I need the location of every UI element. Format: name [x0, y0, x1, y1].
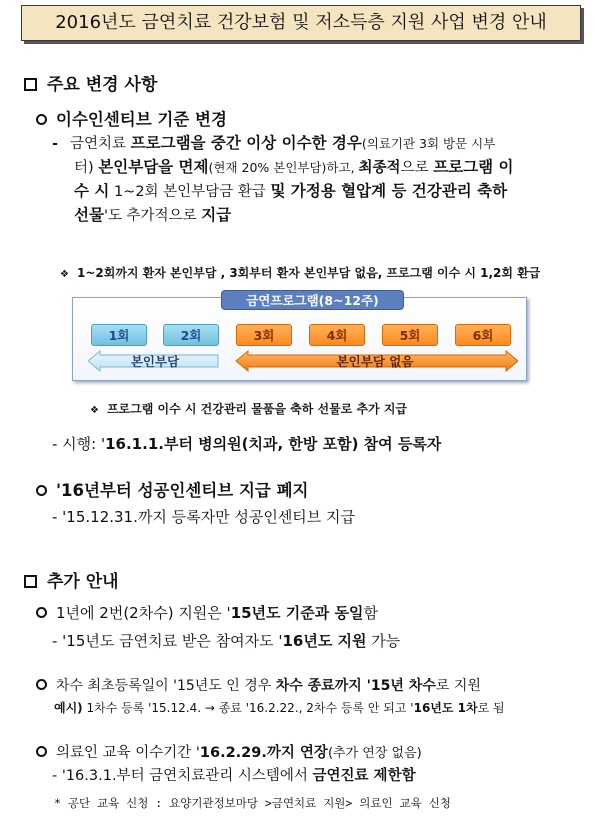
- diamond-bullet-icon: ❖: [90, 405, 99, 416]
- text: 1~2회 본인부담금 환급: [109, 184, 271, 200]
- step-2: 2회: [163, 324, 219, 346]
- text: 차수 최초등록일이 '15년도 인 경우: [56, 678, 276, 694]
- text-bold: 금연진료 제한함: [312, 768, 416, 784]
- education-dash: [52, 764, 416, 785]
- text-bold: 및 가정용 혈압계 등 건강관리 축하: [270, 182, 508, 200]
- text: 1년에 2번(2차수) 지원은 ': [56, 604, 231, 622]
- section-heading-label: 추가 안내: [47, 572, 119, 592]
- text-bold: 예시): [54, 701, 83, 715]
- step-1: 1회: [91, 324, 147, 346]
- text-small: (현재 20% 본인부담)하고,: [208, 160, 359, 175]
- circle-bullet-icon: [36, 679, 47, 690]
- example-line: [54, 699, 505, 716]
- no-copay-label: 본인부담 없음: [336, 354, 414, 369]
- text-bold: 선물: [74, 206, 104, 224]
- copay-label: 본인부담: [130, 354, 180, 369]
- checkbox-square-icon: [24, 575, 37, 588]
- text: 로 됨: [477, 701, 505, 715]
- success-incentive-dash: - '15.12.31.까지 등록자만 성공인센티브 지급: [52, 508, 356, 526]
- text: '도 추가적으로: [103, 208, 202, 224]
- bullet-success-incentive-abolished: [36, 477, 308, 501]
- text-bold: 16년도 1차: [413, 701, 478, 715]
- text: - '15년도 금연치료 받은 참여자도 ': [52, 632, 283, 650]
- step-5: 5회: [382, 324, 438, 346]
- program-duration-label: 금연프로그램(8~12주): [221, 290, 404, 310]
- text-bold: 최종적: [358, 160, 401, 176]
- text: 으로: [400, 160, 434, 176]
- text: 1차수 등록 '15.12.4. → 종료 '16.2.22., 2차수 등록 안 되고 ': [82, 701, 414, 715]
- circle-bullet-icon: [36, 485, 47, 496]
- text: 로 지원: [435, 678, 481, 694]
- effective-date-line: [52, 433, 441, 454]
- two-rounds-dash: [52, 630, 400, 651]
- text: 금연치료: [70, 136, 131, 152]
- text: 의료인 교육 이수기간 ': [56, 745, 200, 761]
- footnote: * 공단 교육 신청 : 요양기관정보마당 >금연치료 지원> 의료인 교육 신청: [54, 796, 451, 810]
- text-bold: 프로그램을 중간 이상 이수한 경우: [130, 134, 362, 152]
- text-bold: 차수 종료까지 '15년 차수: [275, 678, 436, 694]
- bullet-heading: '16년부터 성공인센티브 지급 폐지: [56, 481, 309, 500]
- text-bold: 프로그램 이: [433, 158, 514, 176]
- text: 가능: [366, 632, 401, 650]
- dash-marker: -: [52, 136, 59, 152]
- section-heading-label: 주요 변경 사항: [47, 75, 158, 95]
- section-heading-main-changes: [24, 70, 157, 95]
- bullet-two-rounds: [36, 602, 378, 623]
- text-bold: 16.2.29.까지 연장: [199, 745, 328, 761]
- bullet-education-period: [36, 741, 422, 762]
- text-bold: 16년도 지원: [282, 632, 367, 650]
- step-4: 4회: [309, 324, 365, 346]
- note-copay-schedule: [60, 264, 540, 281]
- text-bold: 지급: [201, 206, 232, 224]
- page-title: 2016년도 금연치료 건강보험 및 저소득층 지원 사업 변경 안내: [21, 5, 581, 41]
- circle-bullet-icon: [36, 114, 47, 125]
- circle-bullet-icon: [36, 607, 47, 618]
- text-bold: 15년도 기준과 동일: [230, 604, 364, 622]
- note-text: 1~2회까지 환자 본인부담 , 3회부터 환자 본인부담 없음, 프로그램 이수 시 1,2회 환급: [76, 266, 541, 280]
- text-small: (의료기관 3회 방문 시부: [361, 136, 496, 151]
- section-heading-additional: [24, 567, 119, 592]
- bullet-incentive-change: [36, 106, 227, 130]
- text: - 시행: ': [52, 435, 106, 453]
- text: 함: [363, 604, 378, 622]
- bullet-first-registration: [36, 675, 481, 695]
- note-text: 프로그램 이수 시 건강관리 물품을 축하 선물로 추가 지급: [106, 402, 408, 416]
- text: (추가 연장 없음): [327, 746, 422, 761]
- diamond-bullet-icon: ❖: [60, 269, 69, 280]
- step-3: 3회: [236, 324, 292, 346]
- circle-bullet-icon: [36, 746, 47, 757]
- checkbox-square-icon: [24, 78, 37, 91]
- note-gift: [90, 400, 407, 417]
- text-bold: 수 시: [74, 182, 110, 200]
- bullet-heading: 이수인센티브 기준 변경: [56, 110, 227, 129]
- text: - '16.3.1.부터 금연치료관리 시스템에서: [52, 768, 313, 784]
- text-bold: 본인부담을 면제: [98, 158, 209, 176]
- text-bold: 16.1.1.부터 병의원(치과, 한방 포함) 참여 등록자: [105, 435, 442, 453]
- incentive-dash-paragraph: [52, 132, 513, 228]
- step-6: 6회: [455, 324, 511, 346]
- text: 터): [74, 160, 99, 176]
